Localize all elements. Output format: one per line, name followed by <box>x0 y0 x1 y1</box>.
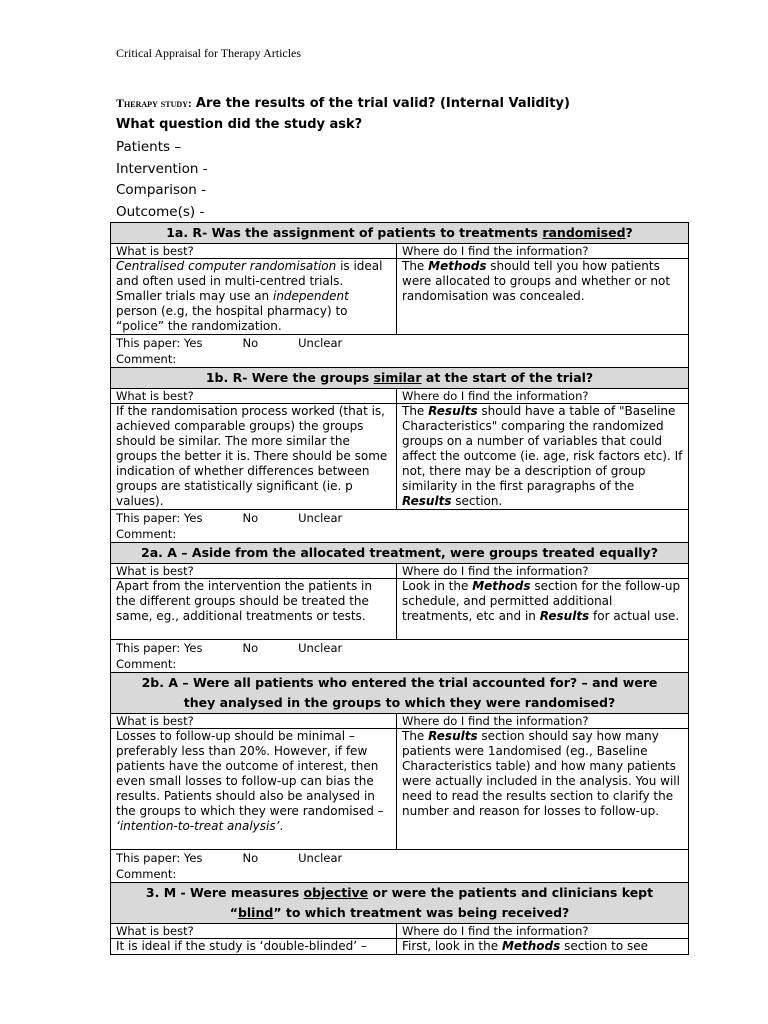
study-title <box>116 94 570 112</box>
where-info-header: Where do I find the information? <box>397 244 689 259</box>
title-prefix: Therapy study: <box>116 96 192 110</box>
section-1b-best: If the randomisation process worked (that is, achieved comparable groups) the groups should be similar. The more similar the groups the better it is. There should be some indication of whether differences between groups are statistically significant (ie. p values). <box>111 404 397 510</box>
section-2b-heading: 2b. A – Were all patients who entered the trial accounted for? – and were they analysed in the groups to which they were randomised? <box>111 673 689 714</box>
section-1b-heading: 1b. R- Were the groups similar at the start of the trial? <box>111 368 689 389</box>
section-3-where: First, look in the Methods section to see <box>397 939 689 955</box>
section-2b-this-paper: This paper: Yes No Unclear Comment: <box>111 850 689 883</box>
where-info-header: Where do I find the information? <box>397 924 689 939</box>
what-is-best-header: What is best? <box>111 714 397 729</box>
where-info-header: Where do I find the information? <box>397 714 689 729</box>
section-1a-where: The Methods should tell you how patients were allocated to groups and whether or not randomisation was concealed. <box>397 259 689 335</box>
what-is-best-header: What is best? <box>111 244 397 259</box>
section-3-heading: 3. M - Were measures objective or were the patients and clinicians kept “blind” to which treatment was being received? <box>111 883 689 924</box>
appraisal-table <box>110 222 689 955</box>
section-2b-best: Losses to follow-up should be minimal – preferably less than 20%. However, if few patients have the outcome of interest, then even small losses to follow-up can bias the results. Patients should also be analysed in the groups to which they were randomised – ‘intention-to-treat analysis’. <box>111 729 397 850</box>
what-is-best-header: What is best? <box>111 389 397 404</box>
study-question: What question did the study ask? <box>116 117 363 132</box>
section-2a-best: Apart from the intervention the patients in the different groups should be treated the same, eg., additional treatments or tests. <box>111 579 397 640</box>
comparison-field: Comparison - <box>116 182 206 198</box>
what-is-best-header: What is best? <box>111 924 397 939</box>
section-2b-where: The Results section should say how many patients were 1andomised (eg., Baseline Characteristics table) and how many patients were actually included in the analysis. You will need to read the results section to clarify the number and reason for losses to follow-up. <box>397 729 689 850</box>
patients-field: Patients – <box>116 139 182 155</box>
section-2a-where: Look in the Methods section for the follow-up schedule, and permitted additional treatments, etc and in Results for actual use. <box>397 579 689 640</box>
where-info-header: Where do I find the information? <box>397 564 689 579</box>
section-1a-this-paper: This paper: Yes No Unclear Comment: <box>111 335 689 368</box>
section-2a-this-paper: This paper: Yes No Unclear Comment: <box>111 640 689 673</box>
what-is-best-header: What is best? <box>111 564 397 579</box>
section-1b-this-paper: This paper: Yes No Unclear Comment: <box>111 510 689 543</box>
section-3-best: It is ideal if the study is ‘double-blinded’ – <box>111 939 397 955</box>
section-1b-where: The Results should have a table of "Baseline Characteristics" comparing the randomized groups on a number of variables that could affect the outcome (ie. age, risk factors etc). If not, there may be a description of group similarity in the first paragraphs of the Results section. <box>397 404 689 510</box>
outcome-field: Outcome(s) - <box>116 204 205 220</box>
section-2a-heading: 2a. A – Aside from the allocated treatment, were groups treated equally? <box>111 543 689 564</box>
page-header: Critical Appraisal for Therapy Articles <box>116 46 302 60</box>
section-1a-best: Centralised computer randomisation is ideal and often used in multi-centred trials. Smaller trials may use an independent person (e.g, the hospital pharmacy) to “police” the randomization. <box>111 259 397 335</box>
section-1a-heading: 1a. R- Was the assignment of patients to treatments randomised? <box>111 223 689 244</box>
where-info-header: Where do I find the information? <box>397 389 689 404</box>
intervention-field: Intervention - <box>116 161 208 177</box>
title-text: Are the results of the trial valid? (Internal Validity) <box>195 96 570 111</box>
